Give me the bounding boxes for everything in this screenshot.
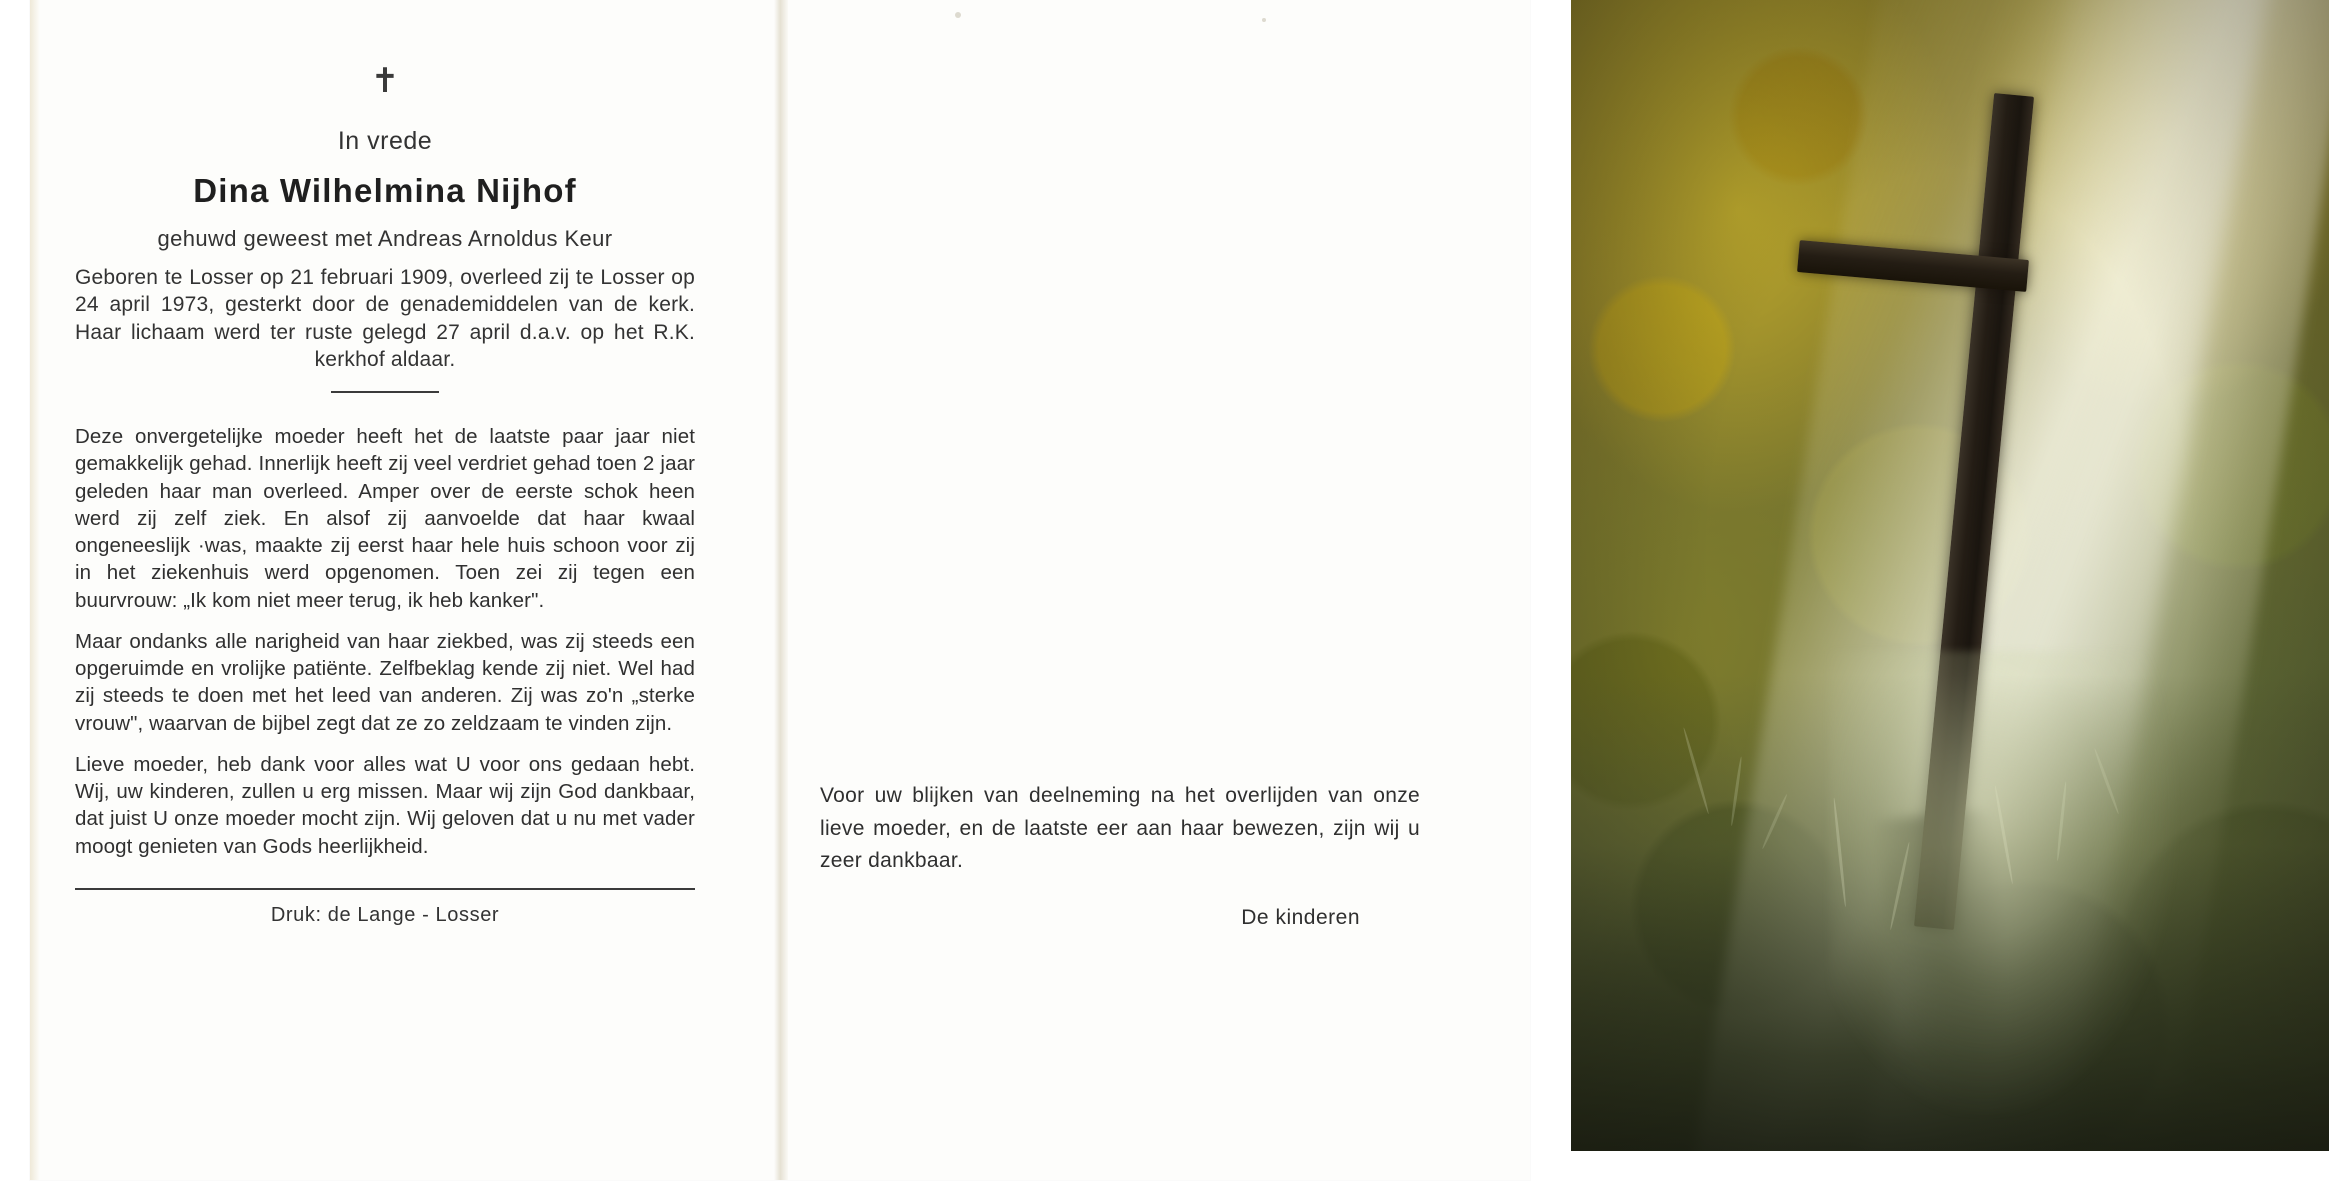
painting-vignette <box>1571 0 2329 1163</box>
signature-line: De kinderen <box>1241 905 1360 929</box>
cross-painting-image <box>1571 0 2329 1163</box>
card-fold-crease <box>774 0 788 1180</box>
intro-line: In vrede <box>337 127 433 155</box>
divider-long <box>75 888 695 890</box>
printer-credit: Druk: de Lange - Losser <box>270 903 500 926</box>
divider-short <box>331 391 439 393</box>
deceased-name: Dina Wilhelmina Nijhof <box>193 172 577 209</box>
memorial-paragraph: Deze onvergetelijke moeder heeft het de laatste paar jaar niet gemakkelijk gehad. Innerlijk heeft zij veel verdriet gehad toen 2 jaar geleden haar man overleed. Amper over de eerste schok heen werd zij zelf ziek. En alsof zij aanvoelde dat haar kwaal ongeneeslijk ·was, maakte zij eerst haar hele huis schoon voor zij in het ziekenhuis werd opgenomen. Toen zei zij tegen een buurvrouw: „Ik kom niet meer terug, ik heb kanker". <box>75 425 695 612</box>
paper-speck <box>1262 18 1266 22</box>
painting-bottom-edge <box>1571 1151 2329 1163</box>
memorial-text <box>75 423 695 860</box>
middle-page <box>820 780 1420 930</box>
thank-you-message: Voor uw blijken van deelneming na het overlijden van onze lieve moeder, en de laatste eer aan haar bewezen, zijn wij u zeer dankbaar. <box>820 784 1420 873</box>
birth-death-details: Geboren te Losser op 21 februari 1909, overleed zij te Losser op 24 april 1973, gesterkt door de genademiddelen van de kerk. Haar lichaam werd ter ruste gelegd 27 april d.a.v. op het R.K. kerkhof aldaar. <box>75 266 695 371</box>
paper-speck <box>955 12 961 18</box>
cross-icon: ✝ <box>370 63 400 100</box>
memorial-paragraph: Lieve moeder, heb dank voor alles wat U voor ons gedaan hebt. Wij, uw kinderen, zullen u erg missen. Maar wij zijn God dankbaar, dat juist U onze moeder mocht zijn. Wij geloven dat u nu met vader moogt genieten van Gods heerlijkheid. <box>75 752 695 858</box>
memorial-paragraph: Maar ondanks alle narigheid van haar ziekbed, was zij steeds een opgeruimde en vrolijke patiënte. Zelfbeklag kende zij niet. Wel had zij steeds te doen met het leed van anderen. Zij was zo'n „sterke vrouw", waarvan de bijbel zegt dat ze zo zeldzaam te vinden zijn. <box>75 629 695 735</box>
spouse-line: gehuwd geweest met Andreas Arnoldus Keur <box>157 226 613 251</box>
left-page <box>75 40 695 1130</box>
